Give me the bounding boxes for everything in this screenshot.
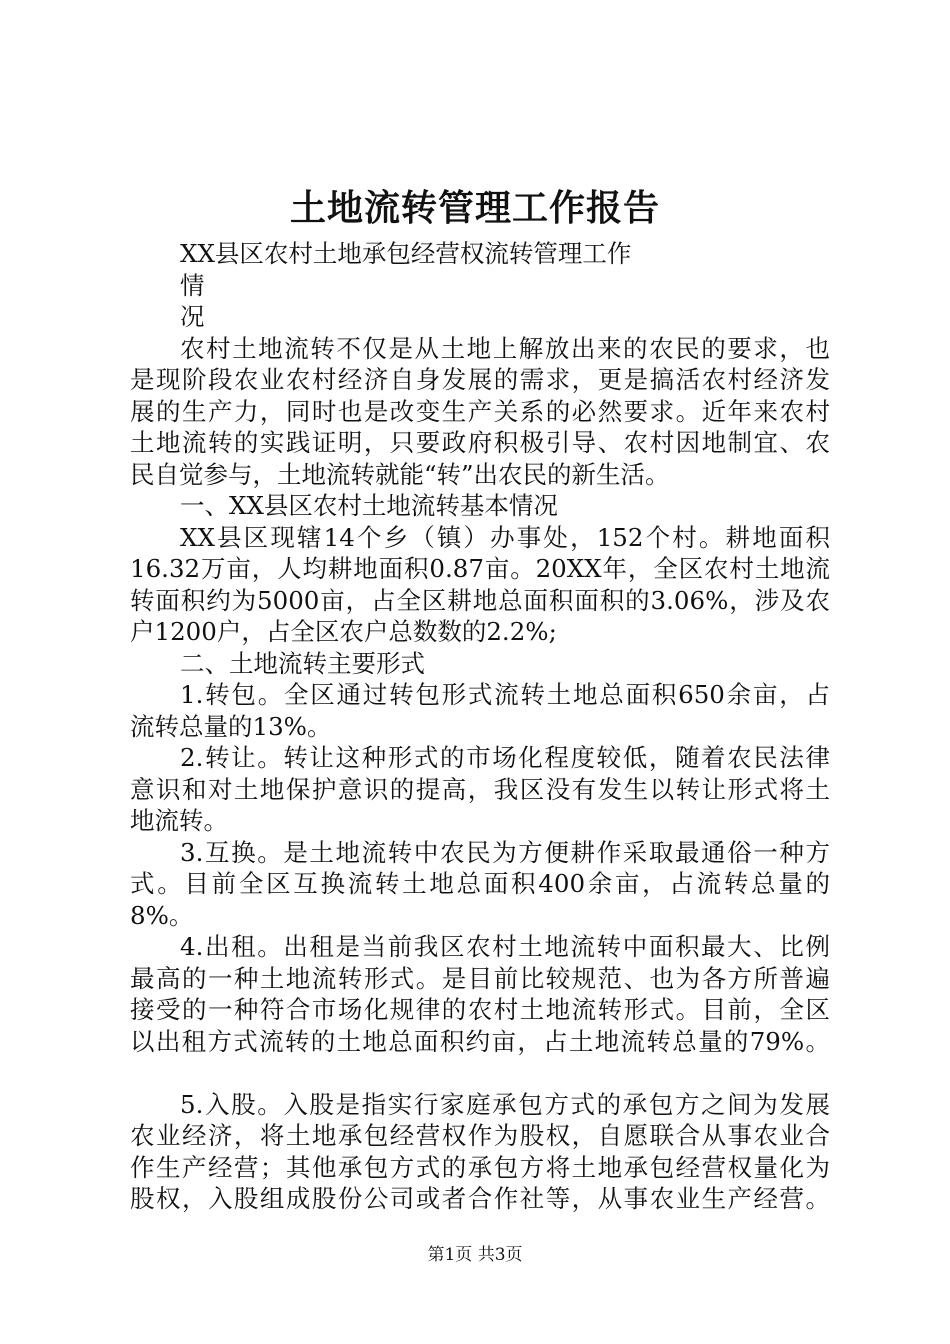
text-line: 股权，入股组成股份公司或者合作社等，从事农业生产经营。 bbox=[130, 1184, 830, 1213]
text-line: 土地流转的实践证明，只要政府积极引导、农村因地制宜、农 bbox=[130, 428, 830, 457]
text-line: 地流转。 bbox=[130, 806, 228, 835]
text-line: 民自觉参与，土地流转就能“转”出农民的新生活。 bbox=[130, 459, 670, 489]
text-line: 4.出租。出租是当前我区农村土地流转中面积最大、比例 bbox=[180, 932, 830, 961]
text-line: 转面积约为5000亩，占全区耕地总面积面积的3.06%，涉及农 bbox=[130, 585, 830, 615]
document-title: 土地流转管理工作报告 bbox=[289, 187, 660, 229]
blank-line bbox=[130, 1057, 830, 1089]
text-line: 一、XX县区农村土地流转基本情况 bbox=[180, 491, 558, 520]
text-line: 流转总量的13%。 bbox=[130, 711, 332, 741]
text-line: 情 bbox=[180, 270, 205, 300]
text-line: XX县区现辖14个乡（镇）办事处，152个村。耕地面积 bbox=[180, 522, 830, 552]
text-line: 以出租方式流转的土地总面积约亩，占土地流转总量的79%。 bbox=[130, 1026, 830, 1056]
text-line: 接受的一种符合市场化规律的农村土地流转形式。目前，全区 bbox=[130, 995, 830, 1024]
text-line: 16.32万亩，人均耕地面积0.87亩。20XX年，全区农村土地流 bbox=[130, 554, 830, 583]
text-line: 户1200户，占全区农户总数数的2.2%; bbox=[130, 617, 557, 646]
page-footer: 第1页 共3页 bbox=[427, 1245, 523, 1265]
text-line: 况 bbox=[180, 302, 205, 331]
text-line: 2.转让。转让这种形式的市场化程度较低，随着农民法律 bbox=[180, 743, 830, 772]
text-line: 3.互换。是土地流转中农民为方便耕作采取最通俗一种方 bbox=[180, 837, 830, 867]
text-line: 作生产经营；其他承包方式的承包方将土地承包经营权量化为 bbox=[130, 1152, 830, 1182]
text-line: 农村土地流转不仅是从土地上解放出来的农民的要求，也 bbox=[180, 333, 830, 363]
text-line: 二、土地流转主要形式 bbox=[180, 648, 425, 678]
text-line: 是现阶段农业农村经济自身发展的需求，更是搞活农村经济发 bbox=[130, 365, 830, 394]
text-line: 最高的一种土地流转形式。是目前比较规范、也为各方所普遍 bbox=[130, 963, 830, 993]
text-line: 农业经济，将土地承包经营权作为股权，自愿联合从事农业合 bbox=[130, 1121, 830, 1150]
document-body bbox=[130, 238, 830, 1215]
text-line: 意识和对土地保护意识的提高，我区没有发生以转让形式将土 bbox=[130, 774, 830, 804]
text-line: 展的生产力，同时也是改变生产关系的必然要求。近年来农村 bbox=[130, 396, 830, 426]
text-line: 8%。 bbox=[130, 900, 194, 930]
text-line: 1.转包。全区通过转包形式流转土地总面积650余亩，占 bbox=[180, 680, 830, 709]
text-line: 5.入股。入股是指实行家庭承包方式的承包方之间为发展 bbox=[180, 1089, 830, 1119]
text-line: 式。目前全区互换流转土地总面积400余亩，占流转总量的 bbox=[130, 869, 830, 898]
text-line: XX县区农村土地承包经营权流转管理工作 bbox=[180, 239, 632, 268]
